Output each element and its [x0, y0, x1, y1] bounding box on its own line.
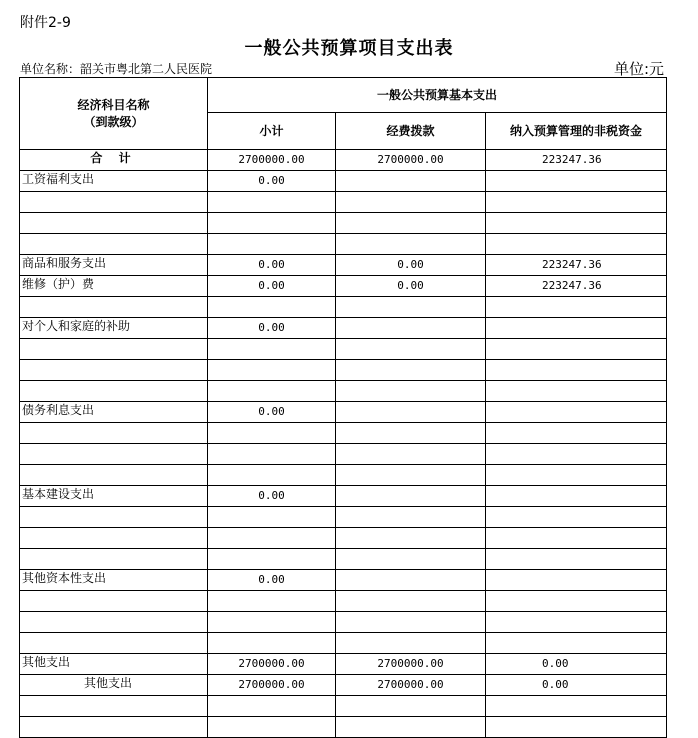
row-allocation: 0.00	[336, 276, 486, 297]
row-allocation: 2700000.00	[336, 654, 486, 675]
row-nontax	[486, 465, 667, 486]
row-name: 对个人和家庭的补助	[20, 318, 208, 339]
table-row	[20, 717, 667, 738]
table-row	[20, 402, 667, 423]
row-allocation	[336, 192, 486, 213]
header-subtotal: 小计	[208, 113, 336, 150]
row-allocation	[336, 171, 486, 192]
row-subtotal	[208, 612, 336, 633]
row-name	[20, 444, 208, 465]
row-nontax	[486, 402, 667, 423]
table-row	[20, 633, 667, 654]
row-allocation	[336, 612, 486, 633]
row-allocation	[336, 297, 486, 318]
row-name	[20, 549, 208, 570]
row-subtotal	[208, 696, 336, 717]
row-subtotal	[208, 549, 336, 570]
row-subtotal: 0.00	[208, 276, 336, 297]
table-row	[20, 507, 667, 528]
row-name: 工资福利支出	[20, 171, 208, 192]
table-row	[20, 591, 667, 612]
row-nontax	[486, 549, 667, 570]
row-allocation	[336, 507, 486, 528]
row-name	[20, 612, 208, 633]
row-nontax	[486, 318, 667, 339]
table-row	[20, 423, 667, 444]
header-category	[20, 78, 208, 150]
row-nontax: 223247.36	[486, 255, 667, 276]
row-name: 债务利息支出	[20, 402, 208, 423]
row-allocation	[336, 465, 486, 486]
row-nontax	[486, 528, 667, 549]
row-nontax	[486, 612, 667, 633]
row-nontax	[486, 696, 667, 717]
row-nontax	[486, 171, 667, 192]
row-subtotal	[208, 633, 336, 654]
row-subtotal: 0.00	[208, 402, 336, 423]
row-subtotal: 0.00	[208, 255, 336, 276]
table-row	[20, 549, 667, 570]
row-allocation	[336, 486, 486, 507]
currency-unit: 单位:元	[613, 60, 664, 78]
row-subtotal: 0.00	[208, 570, 336, 591]
row-allocation	[336, 402, 486, 423]
row-nontax	[486, 360, 667, 381]
row-allocation	[336, 318, 486, 339]
row-nontax: 0.00	[486, 654, 667, 675]
row-nontax	[486, 297, 667, 318]
table-row	[20, 465, 667, 486]
row-subtotal: 0.00	[208, 486, 336, 507]
table-row	[20, 381, 667, 402]
row-name: 其他支出	[20, 654, 208, 675]
row-allocation	[336, 360, 486, 381]
row-nontax	[486, 192, 667, 213]
table-row	[20, 528, 667, 549]
row-allocation	[336, 213, 486, 234]
row-allocation	[336, 633, 486, 654]
row-nontax	[486, 381, 667, 402]
row-name	[20, 297, 208, 318]
row-allocation	[336, 234, 486, 255]
row-name: 商品和服务支出	[20, 255, 208, 276]
row-subtotal: 0.00	[208, 171, 336, 192]
row-allocation	[336, 570, 486, 591]
row-nontax	[486, 213, 667, 234]
header-group: 一般公共预算基本支出	[208, 78, 667, 113]
attachment-label: 附件2-9	[20, 15, 71, 31]
total-row	[20, 150, 667, 171]
row-nontax: 0.00	[486, 675, 667, 696]
page-title: 一般公共预算项目支出表	[244, 38, 454, 59]
row-name	[20, 381, 208, 402]
total-label: 合 计	[20, 150, 208, 171]
row-name: 其他支出	[20, 675, 208, 696]
row-nontax	[486, 570, 667, 591]
row-nontax	[486, 339, 667, 360]
row-name	[20, 339, 208, 360]
total-allocation: 2700000.00	[336, 150, 486, 171]
row-subtotal: 0.00	[208, 318, 336, 339]
table-row	[20, 339, 667, 360]
row-name	[20, 717, 208, 738]
row-subtotal: 2700000.00	[208, 675, 336, 696]
table-row	[20, 318, 667, 339]
total-subtotal: 2700000.00	[208, 150, 336, 171]
row-subtotal	[208, 213, 336, 234]
row-subtotal	[208, 444, 336, 465]
row-subtotal	[208, 591, 336, 612]
row-allocation: 2700000.00	[336, 675, 486, 696]
header-nontax: 纳入预算管理的非税资金	[486, 113, 667, 150]
row-name	[20, 696, 208, 717]
row-nontax	[486, 486, 667, 507]
row-nontax: 223247.36	[486, 276, 667, 297]
table-row	[20, 234, 667, 255]
row-name	[20, 528, 208, 549]
row-subtotal	[208, 717, 336, 738]
row-name	[20, 465, 208, 486]
row-name	[20, 591, 208, 612]
total-nontax: 223247.36	[486, 150, 667, 171]
row-name	[20, 360, 208, 381]
row-allocation	[336, 339, 486, 360]
row-name: 其他资本性支出	[20, 570, 208, 591]
table-row	[20, 675, 667, 696]
table-row	[20, 192, 667, 213]
table-row	[20, 612, 667, 633]
row-subtotal	[208, 297, 336, 318]
header-category-label: 经济科目名称	[77, 97, 150, 112]
row-name	[20, 213, 208, 234]
row-allocation	[336, 549, 486, 570]
row-nontax	[486, 444, 667, 465]
row-subtotal	[208, 507, 336, 528]
header-category-sub: （到款级）	[83, 114, 144, 129]
row-subtotal	[208, 360, 336, 381]
row-subtotal	[208, 339, 336, 360]
row-name	[20, 423, 208, 444]
header-allocation: 经费拨款	[336, 113, 486, 150]
row-nontax	[486, 633, 667, 654]
row-subtotal	[208, 381, 336, 402]
row-nontax	[486, 234, 667, 255]
row-subtotal	[208, 234, 336, 255]
table-row	[20, 255, 667, 276]
table-row	[20, 654, 667, 675]
row-nontax	[486, 717, 667, 738]
table-row	[20, 360, 667, 381]
table-row	[20, 696, 667, 717]
table-row	[20, 444, 667, 465]
row-allocation: 0.00	[336, 255, 486, 276]
row-allocation	[336, 528, 486, 549]
table-row	[20, 213, 667, 234]
row-subtotal: 2700000.00	[208, 654, 336, 675]
row-nontax	[486, 423, 667, 444]
row-allocation	[336, 444, 486, 465]
unit-name: 单位名称：韶关市粤北第二人民医院	[20, 62, 213, 76]
table-row	[20, 171, 667, 192]
row-subtotal	[208, 528, 336, 549]
row-allocation	[336, 591, 486, 612]
table-row	[20, 570, 667, 591]
row-allocation	[336, 381, 486, 402]
row-name	[20, 192, 208, 213]
row-name	[20, 507, 208, 528]
row-name: 维修（护）费	[20, 276, 208, 297]
table-row	[20, 486, 667, 507]
row-subtotal	[208, 192, 336, 213]
row-name: 基本建设支出	[20, 486, 208, 507]
row-subtotal	[208, 423, 336, 444]
row-allocation	[336, 423, 486, 444]
row-allocation	[336, 696, 486, 717]
row-allocation	[336, 717, 486, 738]
row-name	[20, 633, 208, 654]
row-name	[20, 234, 208, 255]
row-nontax	[486, 507, 667, 528]
row-subtotal	[208, 465, 336, 486]
table-row	[20, 276, 667, 297]
row-nontax	[486, 591, 667, 612]
expenditure-table	[19, 77, 667, 738]
table-row	[20, 297, 667, 318]
